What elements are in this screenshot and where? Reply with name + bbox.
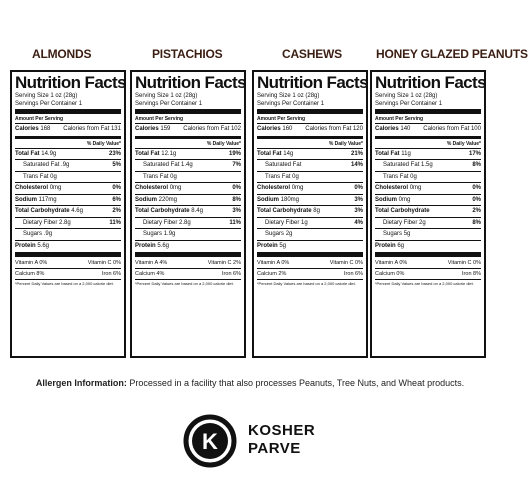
nutrient-row (257, 228, 363, 240)
nutrient-label-amount (15, 241, 49, 252)
divider-medium (375, 136, 481, 139)
nutrient-row (15, 194, 121, 206)
divider-thick (375, 252, 481, 257)
nutrient-amount: 2g (285, 231, 293, 237)
nutrient-label: Total Fat (375, 150, 400, 157)
nutrient-amount: 2.8g (179, 219, 191, 226)
nutrient-daily-value: 7% (232, 162, 241, 168)
nutrient-label-amount (257, 149, 293, 160)
nutrient-daily-value: 0% (354, 185, 363, 191)
nutrient-daily-value: 0% (472, 185, 481, 191)
nutrient-row (135, 159, 241, 171)
nutrient-row (257, 182, 363, 194)
iron: Iron 6% (102, 271, 121, 277)
servings-per-container: Servings Per Container 1 (15, 101, 83, 107)
calories-label: Calories (375, 126, 399, 132)
nutrient-label: Dietary Fiber (23, 219, 58, 226)
kosher-line2: PARVE (248, 440, 301, 457)
nutrient-label: Sodium (15, 196, 37, 203)
nutrient-row (257, 159, 363, 171)
nutrient-label: Sugars (383, 231, 403, 237)
nutrient-label: Total Carbohydrate (257, 208, 312, 214)
calories-from-fat: Calories from Fat 100 (423, 126, 481, 132)
nutrient-amount: 0g (170, 173, 177, 180)
kosher-k-icon (182, 413, 238, 469)
nutrient-daily-value: 5% (112, 162, 121, 168)
nutrient-amount: 5.6g (37, 242, 50, 249)
nutrient-label: Saturated Fat (143, 162, 180, 168)
nutrient-amount: 0mg (398, 196, 411, 203)
nutrient-row (375, 182, 481, 194)
vitamin-row (257, 258, 363, 268)
nutrient-label-amount (383, 172, 417, 183)
nutrient-label-amount (257, 183, 303, 194)
nutrient-row (257, 205, 363, 217)
calories-label: Calories (135, 126, 159, 132)
serving-size: Serving Size 1 oz (28g) (375, 93, 438, 99)
divider-thick (135, 109, 241, 114)
iron: Iron 8% (462, 271, 481, 277)
serving-size: Serving Size 1 oz (28g) (257, 93, 320, 99)
nutrient-amount: 0g (50, 173, 57, 180)
calories-row (135, 123, 241, 135)
nutrient-amount: 1.4g (181, 162, 193, 168)
nutrient-row (135, 148, 241, 160)
vitamin-c: Vitamin C 2% (207, 260, 241, 266)
nutrient-label: Dietary Fiber (265, 219, 300, 226)
amount-per-serving: Amount Per Serving (375, 116, 424, 122)
mineral-row (15, 268, 121, 279)
nutrition-facts-heading: Nutrition Facts (135, 73, 246, 92)
nutrient-amount: .9g (61, 162, 70, 168)
iron: Iron 6% (222, 271, 241, 277)
nutrient-label-amount (265, 172, 299, 183)
nutrient-label-amount (23, 160, 69, 171)
calories-row (257, 123, 363, 135)
iron: Iron 6% (344, 271, 363, 277)
nutrient-amount: 180mg (280, 196, 300, 203)
daily-value-header: % Daily Value* (206, 140, 241, 147)
nutrient-amount: 11g (401, 150, 411, 157)
nutrient-row (15, 182, 121, 194)
nutrient-row (375, 159, 481, 171)
vitamin-row (15, 258, 121, 268)
nutrient-amount: 6g (397, 242, 405, 249)
divider-thick (135, 252, 241, 257)
nutrient-row (257, 240, 363, 252)
nutrient-row (135, 182, 241, 194)
nutrient-amount: 5g (403, 231, 411, 237)
nutrient-label: Total Carbohydrate (135, 208, 190, 214)
nutrient-amount: 220mg (158, 196, 178, 203)
nutrient-row (15, 148, 121, 160)
calories-label: Calories (15, 126, 39, 132)
nutrition-facts-panel (10, 70, 126, 358)
nutrient-amount: 4.6g (71, 208, 83, 214)
nutrient-label-amount (375, 183, 421, 194)
nutrient-label: Total Carbohydrate (375, 208, 430, 214)
nutrient-row (15, 228, 121, 240)
calories-value: 160 (282, 126, 293, 132)
calories-group (135, 124, 170, 135)
nutrient-daily-value: 19% (228, 150, 241, 157)
nutrient-amount: 14.9g (41, 150, 57, 157)
nutrient-label-amount (265, 160, 301, 171)
nutrient-daily-value: 3% (232, 208, 241, 214)
amount-per-serving: Amount Per Serving (257, 116, 306, 122)
nutrient-label-amount (135, 149, 176, 160)
nutrient-row (375, 171, 481, 183)
nutrient-label-amount (375, 149, 411, 160)
calcium: Calcium 0% (375, 271, 405, 277)
nutrient-label-amount (15, 206, 83, 217)
nutrient-label: Cholesterol (257, 185, 291, 191)
nutrient-label: Total Fat (257, 150, 282, 157)
calories-label: Calories (257, 126, 281, 132)
mineral-row (257, 268, 363, 279)
nutrition-facts-heading: Nutrition Facts (257, 73, 368, 92)
nutrient-row (135, 217, 241, 229)
nutrient-amount: 1.9g (163, 231, 176, 237)
nutrient-row (375, 194, 481, 206)
nutrient-amount: 1.5g (421, 162, 433, 168)
nutrient-row (375, 240, 481, 252)
calories-from-fat: Calories from Fat 120 (305, 126, 363, 132)
nutrient-label-amount (143, 172, 177, 183)
mineral-row (135, 268, 241, 279)
nutrient-amount: 117mg (38, 196, 57, 203)
vitamin-a: Vitamin A 0% (15, 260, 48, 266)
nutrient-label-amount (15, 195, 57, 206)
nutrient-label: Protein (375, 242, 396, 249)
nutrient-label-amount (23, 229, 52, 240)
nutrient-label-amount (375, 195, 410, 206)
nutrient-daily-value: 17% (468, 150, 481, 157)
nutrient-label-amount (15, 149, 56, 160)
nutrient-daily-value: 6% (112, 196, 121, 203)
calories-row (15, 123, 121, 135)
divider-medium (257, 136, 363, 139)
calories-group (15, 124, 50, 135)
product-titles (0, 47, 528, 67)
nutrient-row (375, 148, 481, 160)
nutrition-facts-panel (130, 70, 246, 358)
calories-group (375, 124, 410, 135)
vitamin-a: Vitamin A 4% (135, 260, 168, 266)
serving-size: Serving Size 1 oz (28g) (15, 93, 78, 99)
nutrient-label-amount (23, 172, 57, 183)
nutrient-label: Sugars (23, 231, 43, 237)
calories-value: 159 (160, 126, 171, 132)
nutrient-label-amount (135, 183, 181, 194)
nutrient-amount: 12.1g (161, 150, 177, 157)
nutrient-amount: 1g (301, 219, 308, 226)
nutrient-row (135, 171, 241, 183)
nutrient-amount: 0mg (291, 185, 304, 191)
kosher-certification (182, 413, 322, 469)
nutrient-amount: 14g (283, 150, 294, 157)
nutrient-amount: 0mg (169, 185, 182, 191)
nutrient-label: Total Fat (135, 150, 160, 157)
nutrient-label-amount (135, 241, 169, 252)
nutrient-daily-value: 0% (232, 185, 241, 191)
calcium: Calcium 8% (15, 271, 45, 277)
nutrient-amount: 5g (279, 242, 287, 249)
nutrient-label: Sugars (265, 231, 285, 237)
nutrient-amount: 0g (410, 173, 417, 180)
nutrient-daily-value: 3% (354, 208, 363, 214)
nutrient-row (257, 194, 363, 206)
nutrient-label-amount (265, 229, 292, 240)
kosher-symbol-letter: K (202, 429, 218, 454)
amount-per-serving: Amount Per Serving (15, 116, 64, 122)
calcium: Calcium 4% (135, 271, 165, 277)
nutrient-row (135, 205, 241, 217)
vitamin-a: Vitamin A 0% (375, 260, 408, 266)
amount-per-serving: Amount Per Serving (135, 116, 184, 122)
nutrient-daily-value: 2% (472, 208, 481, 214)
footnote: *Percent Daily Values are based on a 2,000 calorie diet. (135, 279, 241, 288)
vitamin-c: Vitamin C 0% (329, 260, 363, 266)
calories-group (257, 124, 292, 135)
nutrient-label: Trans Fat (143, 173, 169, 180)
nutrient-label: Trans Fat (265, 173, 291, 180)
nutrient-label: Saturated Fat (265, 162, 302, 168)
vitamin-c: Vitamin C 0% (447, 260, 481, 266)
kosher-line1: KOSHER (248, 422, 316, 439)
nutrient-daily-value: 0% (112, 185, 121, 191)
footnote: *Percent Daily Values are based on a 2,000 calorie diet. (257, 279, 363, 288)
nutrient-label: Sodium (135, 196, 157, 203)
nutrient-row (135, 240, 241, 252)
nutrient-label: Total Carbohydrate (15, 208, 70, 214)
nutrient-label: Saturated Fat (23, 162, 60, 168)
nutrient-label: Cholesterol (15, 185, 49, 191)
nutrient-label: Saturated Fat (383, 162, 420, 168)
nutrient-amount: 8.4g (191, 208, 203, 214)
nutrient-label-amount (143, 218, 191, 229)
nutrient-label-amount (383, 229, 410, 240)
nutrient-row (135, 228, 241, 240)
nutrient-label: Trans Fat (23, 173, 49, 180)
nutrient-daily-value: 21% (350, 150, 363, 157)
nutrition-facts-heading: Nutrition Facts (15, 73, 126, 92)
calcium: Calcium 2% (257, 271, 287, 277)
daily-value-header: % Daily Value* (446, 140, 481, 147)
allergen-information (0, 378, 500, 388)
calories-row (375, 123, 481, 135)
calories-from-fat: Calories from Fat 102 (183, 126, 241, 132)
allergen-label: Allergen Information: (35, 378, 127, 388)
nutrient-daily-value: 8% (472, 162, 481, 168)
nutrient-label-amount (265, 218, 308, 229)
nutrient-label: Sodium (257, 196, 279, 203)
nutrient-daily-value: 8% (472, 219, 481, 226)
nutrient-label-amount (15, 183, 61, 194)
nutrient-label: Trans Fat (383, 173, 409, 180)
divider-thick (15, 252, 121, 257)
nutrient-label-amount (375, 241, 404, 252)
vitamin-c: Vitamin C 0% (87, 260, 121, 266)
nutrient-amount: 8g (313, 208, 320, 214)
product-title-almonds: ALMONDS (32, 47, 92, 61)
nutrient-label: Cholesterol (375, 185, 409, 191)
nutrient-row (375, 217, 481, 229)
nutrient-label-amount (135, 195, 177, 206)
nutrient-label: Sugars (143, 231, 163, 237)
nutrient-label-amount (135, 206, 203, 217)
nutrient-daily-value: 11% (109, 219, 121, 226)
nutrient-daily-value: 23% (108, 150, 121, 157)
nutrient-label: Total Fat (15, 150, 40, 157)
calories-from-fat: Calories from Fat 131 (63, 126, 121, 132)
nutrient-daily-value: 4% (354, 219, 363, 226)
calories-value: 140 (400, 126, 411, 132)
allergen-text: Processed in a facility that also processes Peanuts, Tree Nuts, and Wheat products. (126, 378, 465, 388)
nutrition-facts-panel (252, 70, 368, 358)
nutrient-row (257, 148, 363, 160)
nutrient-row (135, 194, 241, 206)
nutrient-row (15, 217, 121, 229)
nutrient-row (257, 217, 363, 229)
calories-value: 168 (40, 126, 51, 132)
nutrient-amount: .9g (43, 231, 53, 237)
nutrient-row (15, 240, 121, 252)
nutrient-row (257, 171, 363, 183)
nutrition-facts-heading: Nutrition Facts (375, 73, 486, 92)
product-title-cashews: CASHEWS (282, 47, 342, 61)
footnote: *Percent Daily Values are based on a 2,000 calorie diet. (15, 279, 121, 288)
nutrient-label-amount (143, 160, 193, 171)
nutrient-amount: 0mg (49, 185, 62, 191)
kosher-text (248, 422, 315, 458)
divider-thick (375, 109, 481, 114)
nutrient-row (15, 171, 121, 183)
divider-thick (15, 109, 121, 114)
mineral-row (375, 268, 481, 279)
nutrient-label-amount (383, 160, 433, 171)
nutrient-amount: 0g (292, 173, 299, 180)
nutrient-label: Cholesterol (135, 185, 169, 191)
nutrient-daily-value: 14% (350, 162, 363, 168)
nutrient-label-amount (257, 195, 299, 206)
nutrient-label: Protein (135, 242, 156, 249)
nutrient-daily-value: 2% (112, 208, 121, 214)
daily-value-header: % Daily Value* (86, 140, 121, 147)
divider-thick (257, 109, 363, 114)
nutrient-label: Sodium (375, 196, 397, 203)
nutrient-daily-value: 0% (472, 196, 481, 203)
daily-value-header: % Daily Value* (328, 140, 363, 147)
serving-size: Serving Size 1 oz (28g) (135, 93, 198, 99)
product-title-honey-glazed-peanuts: HONEY GLAZED PEANUTS (376, 47, 528, 61)
product-title-pistachios: PISTACHIOS (152, 47, 223, 61)
nutrient-row (375, 228, 481, 240)
nutrient-row (15, 159, 121, 171)
nutrient-daily-value: 11% (229, 219, 241, 226)
vitamin-row (135, 258, 241, 268)
nutrient-row (15, 205, 121, 217)
servings-per-container: Servings Per Container 1 (257, 101, 325, 107)
nutrient-row (375, 205, 481, 217)
nutrient-label: Dietary Fiber (143, 219, 178, 226)
nutrient-daily-value: 8% (232, 196, 241, 203)
nutrient-label-amount (143, 229, 175, 240)
nutrient-label-amount (257, 241, 286, 252)
nutrient-label-amount (375, 206, 430, 217)
vitamin-row (375, 258, 481, 268)
vitamin-a: Vitamin A 0% (257, 260, 290, 266)
footnote: *Percent Daily Values are based on a 2,000 calorie diet. (375, 279, 481, 288)
nutrient-amount: 2.8g (59, 219, 71, 226)
divider-thick (257, 252, 363, 257)
nutrient-label-amount (257, 206, 320, 217)
servings-per-container: Servings Per Container 1 (135, 101, 203, 107)
nutrient-label: Protein (15, 242, 36, 249)
servings-per-container: Servings Per Container 1 (375, 101, 443, 107)
nutrient-daily-value: 3% (354, 196, 363, 203)
nutrient-amount: 0mg (409, 185, 422, 191)
nutrient-label: Protein (257, 242, 278, 249)
nutrient-label-amount (23, 218, 71, 229)
nutrient-amount: 5.6g (157, 242, 170, 249)
nutrient-label: Dietary Fiber (383, 219, 418, 226)
nutrition-facts-panel (370, 70, 486, 358)
nutrient-label-amount (383, 218, 426, 229)
divider-medium (135, 136, 241, 139)
divider-medium (15, 136, 121, 139)
nutrient-amount: 2g (419, 219, 426, 226)
